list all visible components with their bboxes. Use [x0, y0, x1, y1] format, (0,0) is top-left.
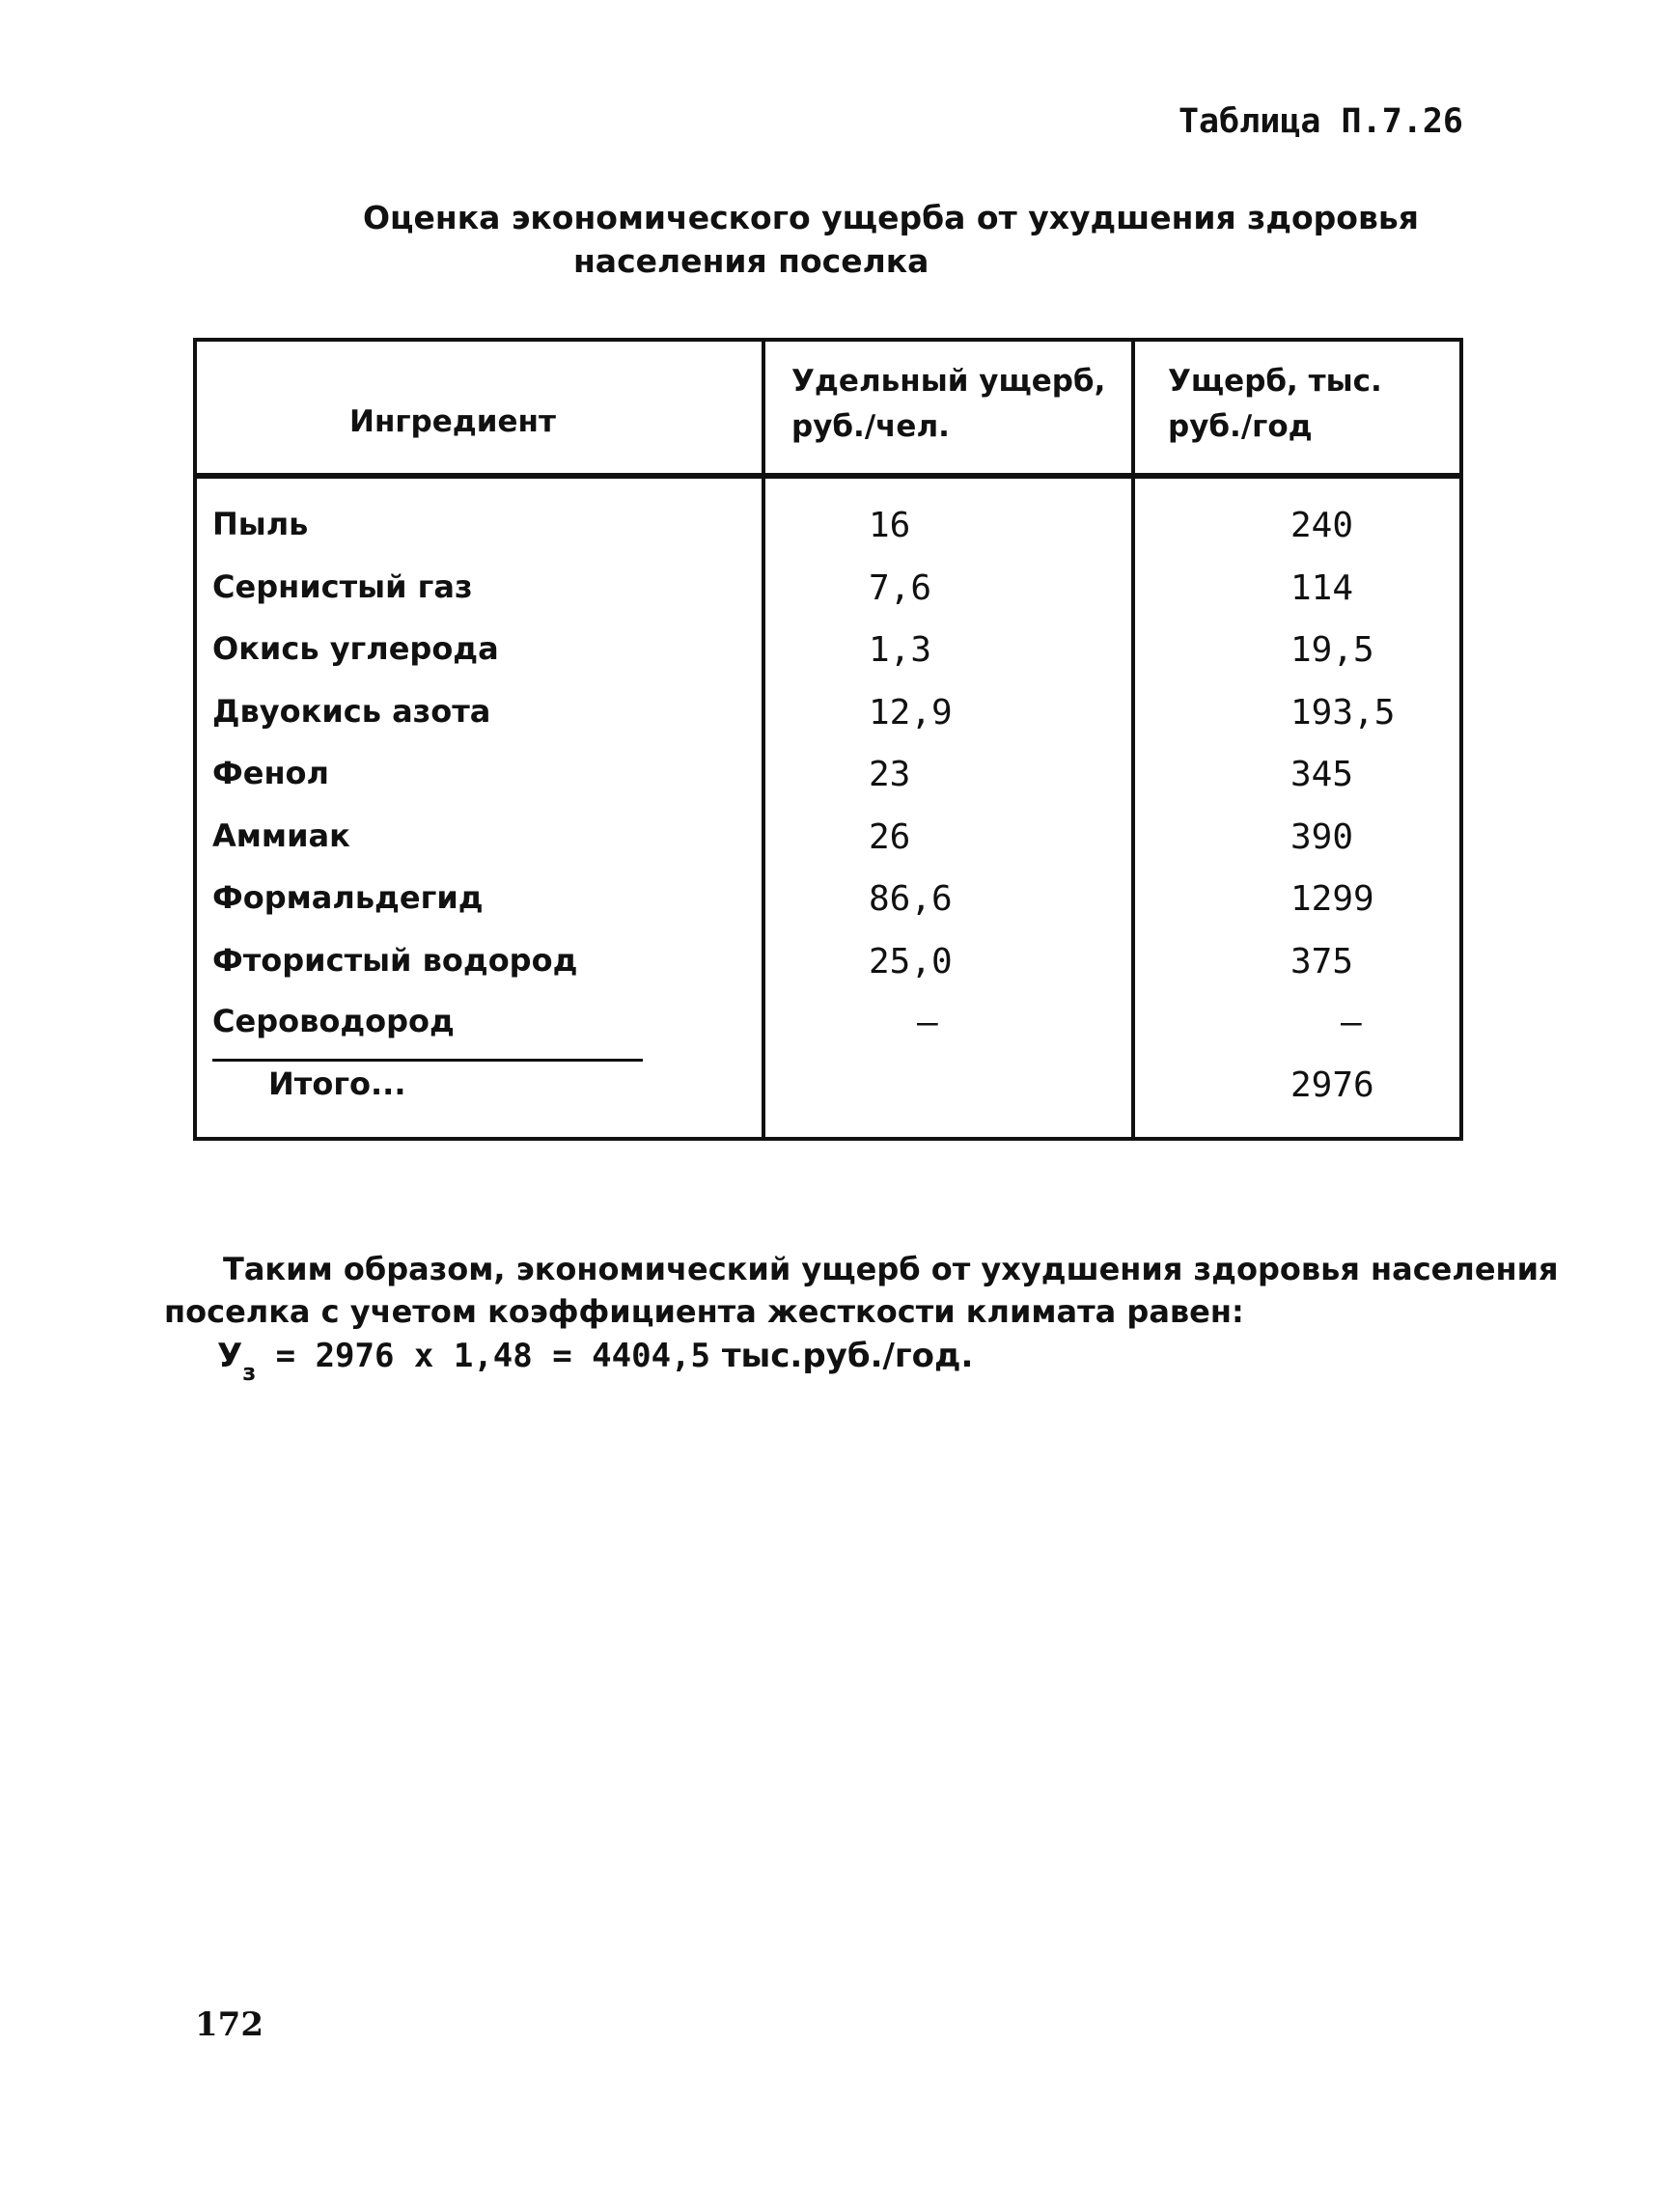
header-specific-damage-line-2: руб./чел. — [791, 409, 950, 444]
row-3-specific: 1,3 — [869, 630, 932, 670]
row-7-damage: 1299 — [1290, 879, 1374, 919]
row-4-ingredient: Двуокись азота — [212, 693, 491, 730]
table-title-line-2: населения поселка — [573, 242, 929, 280]
row-9-damage: – — [1341, 1003, 1362, 1042]
page-number: 172 — [195, 2005, 263, 2044]
table-column-divider-1 — [762, 338, 765, 1141]
row-7-specific: 86,6 — [869, 879, 953, 919]
row-2-ingredient: Сернистый газ — [212, 568, 473, 605]
total-damage: 2976 — [1290, 1065, 1374, 1105]
header-damage-line-2: руб./год — [1168, 409, 1313, 444]
table-bottom-border — [193, 1137, 1463, 1141]
row-9-ingredient: Сероводород — [212, 1003, 455, 1039]
row-2-damage: 114 — [1290, 568, 1354, 608]
row-5-specific: 23 — [869, 755, 911, 794]
formula-subscript: з — [242, 1358, 257, 1386]
row-8-specific: 25,0 — [869, 942, 953, 982]
header-damage-line-1: Ущерб, тыс. — [1168, 364, 1382, 399]
row-1-damage: 240 — [1290, 506, 1354, 545]
paragraph-line-1: Таким образом, экономический ущерб от ухудшения здоровья населения — [223, 1251, 1559, 1287]
formula-symbol: У — [217, 1337, 243, 1375]
row-4-damage: 193,5 — [1290, 693, 1396, 733]
row-6-ingredient: Аммиак — [212, 817, 350, 854]
row-7-ingredient: Формальдегид — [212, 879, 484, 916]
row-2-specific: 7,6 — [869, 568, 932, 608]
table-header-separator — [193, 473, 1463, 479]
paragraph-line-2: поселка с учетом коэффициента жесткости климата равен: — [164, 1293, 1244, 1330]
row-9-specific: – — [917, 1003, 938, 1042]
row-6-damage: 390 — [1290, 817, 1354, 857]
row-3-damage: 19,5 — [1290, 630, 1374, 670]
row-8-ingredient: Фтористый водород — [212, 942, 578, 979]
row-5-ingredient: Фенол — [212, 755, 329, 791]
table-right-border — [1459, 338, 1463, 1141]
row-1-ingredient: Пыль — [212, 506, 309, 542]
table-column-divider-2 — [1131, 338, 1135, 1141]
header-ingredient: Ингредиент — [349, 404, 556, 439]
table-left-border — [193, 338, 197, 1141]
damage-formula — [217, 1337, 974, 1386]
row-5-damage: 345 — [1290, 755, 1354, 794]
total-label: Итого... — [268, 1065, 406, 1102]
formula-unit: тыс.руб./год. — [709, 1337, 974, 1375]
formula-expression: = 2976 х 1,48 = 4404,5 — [256, 1337, 710, 1375]
table-number-label: Таблица П.7.26 — [1178, 102, 1463, 141]
table-top-border — [193, 338, 1463, 342]
total-underline — [212, 1059, 643, 1062]
table-title-line-1: Оценка экономического ущерба от ухудшения здоровья — [363, 199, 1419, 236]
header-specific-damage-line-1: Удельный ущерб, — [791, 364, 1106, 399]
row-6-specific: 26 — [869, 817, 911, 857]
row-1-specific: 16 — [869, 506, 911, 545]
row-4-specific: 12,9 — [869, 693, 953, 733]
row-3-ingredient: Окись углерода — [212, 630, 499, 667]
row-8-damage: 375 — [1290, 942, 1354, 982]
